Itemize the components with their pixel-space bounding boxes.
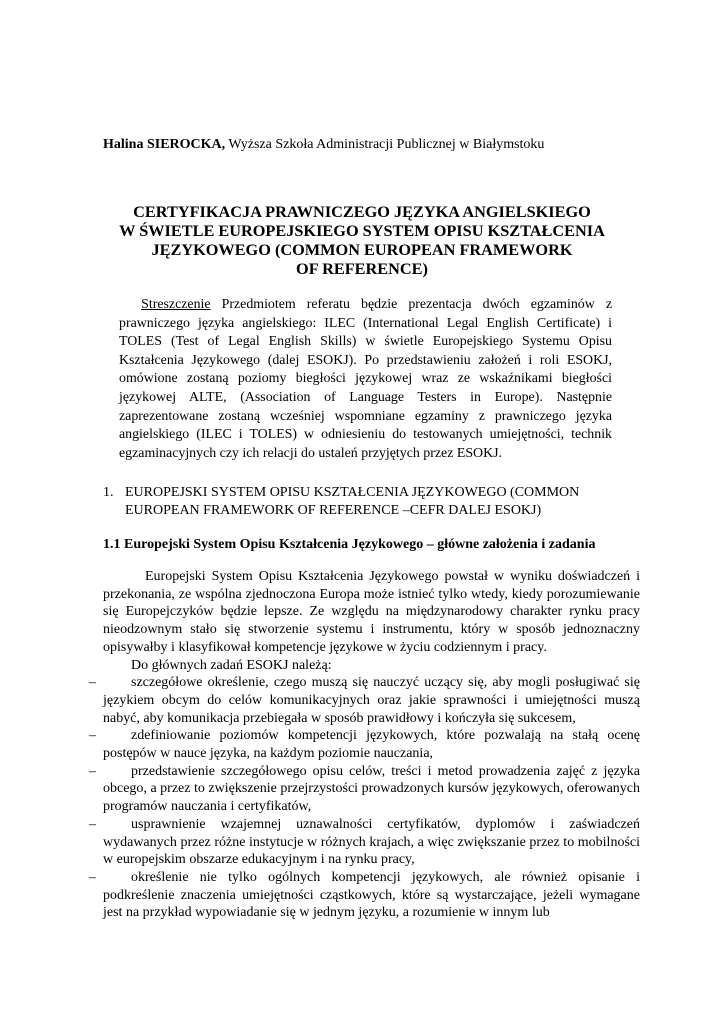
abstract — [119, 296, 612, 463]
list-item: – szczegółowe określenie, czego muszą się nauczyć uczący się, aby mogli posługiwać się językiem obcym do celów komunikacyjnych oraz jakie sprawności i umiejętności muszą nabyć, aby komunikacja przebiegała w sposób prawidłowy i kończyła się sukcesem, — [89, 675, 640, 726]
dash-marker: – — [89, 816, 96, 832]
author-name: Halina SIEROCKA, — [103, 137, 226, 152]
body-text — [89, 568, 640, 922]
list-item: – usprawnienie wzajemnej uznawalności certyfikatów, dyplomów i zaświadczeń wydawanych przez różne instytucje w różnych krajach, a więc zwiększanie przez to mobilności w europejskim obszarze edukacyjnym i na rynku pracy, — [89, 816, 640, 868]
title-line: JĘZYKOWEGO (COMMON EUROPEAN FRAMEWORK — [151, 240, 573, 259]
list-item: – przedstawienie szczegółowego opisu celów, treści i metod prowadzenia zajęć z języka obcego, a przez to zwiększenie przejrzystości prowadzonych kursów językowych, oferowanych programów nauczania i certyfikatów, — [89, 763, 640, 815]
title-line: W ŚWIETLE EUROPEJSKIEGO SYSTEM OPISU KSZTAŁCENIA — [119, 221, 605, 240]
abstract-text: Przedmiotem referatu będzie prezentacja dwóch egzaminów z prawniczego języka angielskiego: ILEC (International Legal English Certificate) i TOLES (Test of Legal English Skills) w świetle Europejskiego Systemu Opisu Kształcenia Językowego (dalej ESOKJ). Po przedstawieniu założeń i roli ESOKJ, omówione zostaną poziomy biegłości językowej wraz ze wskaźnikami biegłości językowej ALTE, (Association of Language Testers in Europe). Następnie zaprezentowane zostaną wcześniej wspomniane egzaminy z prawniczego języka angielskiego (ILEC i TOLES) w odniesieniu do testowanych umiejętności, technik egzaminacyjnych czy ich relacji do ustaleń przyjętych przez ESOKJ. — [119, 297, 612, 461]
author-line — [103, 135, 544, 155]
dash-marker: – — [89, 763, 96, 779]
section-number: 1. — [103, 485, 114, 500]
dash-marker: – — [89, 728, 96, 744]
title-line: OF REFERENCE) — [296, 259, 428, 278]
abstract-label: Streszczenie — [141, 297, 211, 312]
section-title: EUROPEJSKI SYSTEM OPISU KSZTAŁCENIA JĘZYKOWEGO (COMMON EUROPEAN FRAMEWORK OF REFERENCE –CEFR DALEJ ESOKJ) — [125, 485, 580, 518]
paper-title — [100, 202, 624, 278]
intro-paragraph: Europejski System Opisu Kształcenia Językowego powstał w wyniku doświadczeń i przekonania, ze wspólna zjednoczona Europa może istnieć tylko wtedy, kiedy porozumiewanie się Europejczyków będzie lepsze. Ze względu na międzynarodowy charakter rynku pracy nieodzownym stało się stworzenie systemu i instrumentu, który w sposób jednoznaczny opisywałby i klasyfikował kompetencje językowe w życiu codziennym i pracy. — [103, 569, 640, 655]
tasks-intro: Do głównych zadań ESOKJ należą: — [131, 657, 332, 673]
subsection-heading: 1.1 Europejski System Opisu Kształcenia Językowego – główne założenia i zadania — [103, 537, 596, 552]
dash-marker: – — [89, 869, 96, 885]
list-item: – zdefiniowanie poziomów kompetencji językowych, które pozwalają na stałą ocenę postępów w nauce języka, na każdym poziomie nauczania, — [89, 728, 640, 762]
dash-marker: – — [89, 675, 96, 691]
author-affiliation: Wyższa Szkoła Administracji Publicznej w Białymstoku — [228, 137, 545, 152]
title-line: CERTYFIKACJA PRAWNICZEGO JĘZYKA ANGIELSKIEGO — [133, 202, 591, 221]
list-item: – określenie nie tylko ogólnych kompetencji językowych, ale również opisanie i podkreślenie znaczenia umiejętności cząstkowych, które są wystarczające, jeżeli wymagane jest na przykład wypowiadanie się w jednym języku, a rozumienie w innym lub — [89, 869, 640, 921]
